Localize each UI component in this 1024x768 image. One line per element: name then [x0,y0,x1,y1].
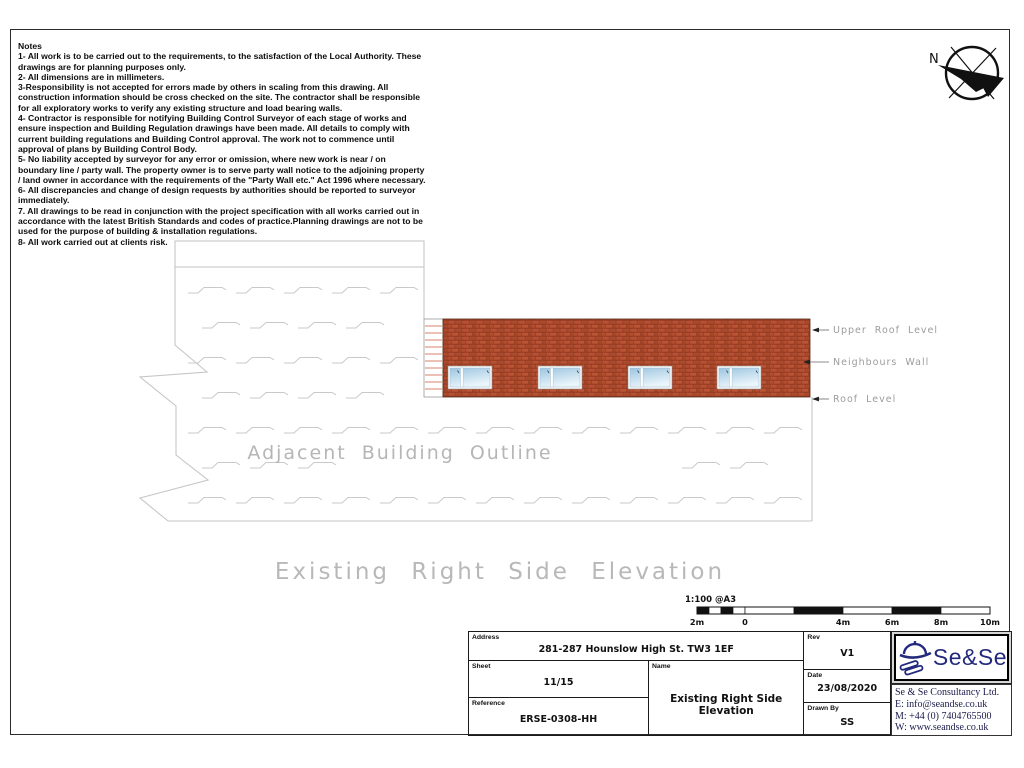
scale-tick: 4m [835,617,851,627]
address-value: 281-287 Hounslow High St. TW3 1EF [538,644,734,655]
logo-text: Se&Se [932,644,1007,670]
drawn-by-label: Drawn By [807,705,839,712]
drawing-caption: Existing Right Side Elevation [274,559,726,585]
reference-cell [469,698,648,735]
north-compass-icon [929,47,1004,99]
scale-ratio-label: 1:100 @A3 [685,595,737,605]
drawn-by-cell [804,703,890,735]
roof-level-label: Roof Level [833,394,897,405]
logo-cell [891,631,1012,684]
reference-value: ERSE-0308-HH [519,714,598,725]
hard-hat-icon [898,637,932,679]
window [628,366,672,389]
scale-tick: 10m [980,617,1000,627]
scale-tick: 0 [742,617,748,627]
upper-roof-level-label: Upper Roof Level [833,325,939,336]
wall-end-strip [424,319,443,397]
name-cell [649,661,803,735]
date-label: Date [807,672,823,679]
scale-tick: 2m [689,617,705,627]
rev-label: Rev [807,634,820,641]
note-item: 8- All work carried out at clients risk. [18,236,168,247]
address-label: Address [472,634,500,641]
name-value: Existing Right Side Elevation [670,693,783,717]
company-name: Se & Se Consultancy Ltd. [895,687,1000,698]
note-item: 5- No liability accepted by surveyor for any error or omission, where new work is near / on boundary line / party wall. The property owner is to serve party wall notice to the adjoining property / land owner in accordance with the requirements of the "Party Wall etc." Act 1996 where necessary. [18,154,426,185]
window [538,366,582,389]
level-annotations [803,325,938,405]
note-item: 1- All work is to be carried out to the requirements, to the satisfaction of the Local Authority. These drawings are for planning purposes only. [18,51,422,72]
company-logo [894,634,1009,681]
title-block [468,631,891,736]
note-item: 4- Contractor is responsible for notifying Building Control Surveyor of each stage of works and ensure inspection and Building Regulation drawings have been made. All details to comply with current building regulations and Building Control approval. The work not to commence until approval of plans by Building Control Body. [18,113,410,154]
scale-tick: 8m [933,617,949,627]
address-cell [469,632,803,661]
scale-tick: 6m [884,617,900,627]
name-label: Name [652,663,671,670]
rev-value: V1 [840,648,855,659]
company-website: W: www.seandse.co.uk [895,722,989,734]
notes-title: Notes [18,41,42,51]
sheet-value: 11/15 [543,677,574,688]
drawn-by-value: SS [840,717,855,728]
reference-label: Reference [472,700,505,707]
sheet-cell [469,661,648,698]
note-item: 6- All discrepancies and change of design requests by authorities should be reported to surveyor immediately. [18,185,416,206]
company-phone: M: +44 (0) 7404765500 [895,710,992,722]
window [448,366,492,389]
scale-bar [685,595,1000,627]
rev-cell [804,632,890,670]
note-item: 2- All dimensions are in millimeters. [18,71,165,82]
neighbours-wall-label: Neighbours Wall [833,357,930,368]
date-cell [804,670,890,703]
date-value: 23/08/2020 [817,683,878,694]
north-label: N [929,52,939,67]
company-info [891,684,1012,736]
company-email: E: info@seandse.co.uk [895,698,988,710]
window [717,366,761,389]
adjacent-building-label: Adjacent Building Outline [247,442,553,464]
sheet-label: Sheet [472,663,491,670]
note-item: 3-Responsibility is not accepted for errors made by others in scaling from this drawing. All construction information should be cross checked on the site. The contractor shall be responsible for all exploratory works to verify any existing structure and load bearing walls. [18,82,421,113]
note-item: 7. All drawings to be read in conjunction with the project specification with all works carried out in accordance with the latest British Standards and codes of practice.Planning drawings are not to be used for the purpose of building & installation regulations. [18,205,423,237]
